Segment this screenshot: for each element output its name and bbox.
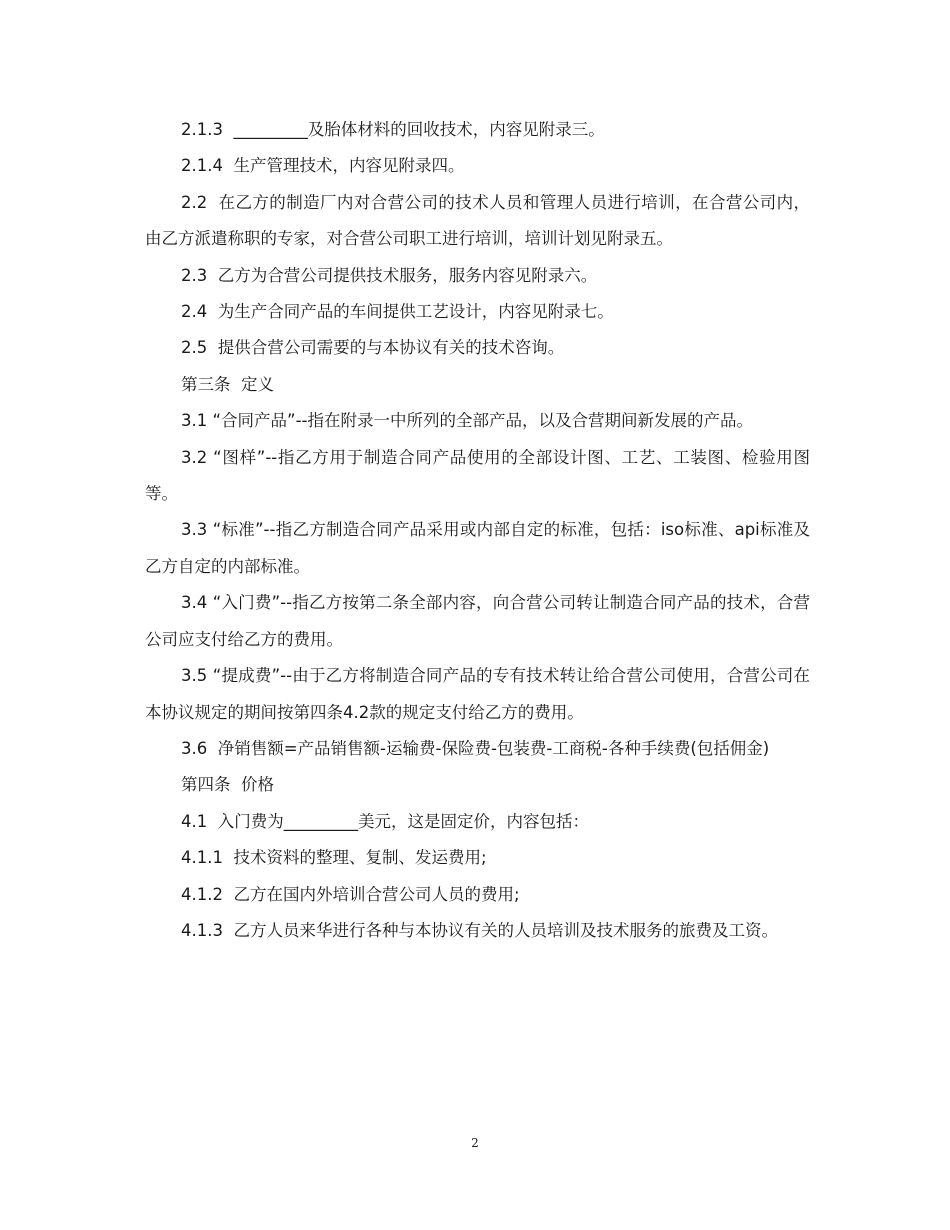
clause-2-1-4: 2.1.4 生产管理技术，内容见附录四。 xyxy=(181,156,465,176)
clause-3-4: 3.4 “入门费”--指乙方按第二条全部内容，向合营公司转让制造合同产品的技术，合营公司应支付给乙方的费用。 xyxy=(145,593,810,649)
clause-3-2: 3.2 “图样”--指乙方用于制造合同产品使用的全部设计图、工艺、工装图、检验用图等。 xyxy=(145,447,810,504)
clause-3-5: 3.5 “提成费”--由于乙方将制造合同产品的专有技术转让给合营公司使用，合营公司在本协议规定的期间按第四条4.2款的规定支付给乙方的费用。 xyxy=(145,666,810,722)
article-4-heading: 第四条 价格 xyxy=(181,775,274,795)
article-3-heading: 第三条 定义 xyxy=(181,374,274,394)
clause-2-5: 2.5 提供合营公司需要的与本协议有关的技术咨询。 xyxy=(181,338,565,358)
clause-3-6: 3.6 净销售额=产品销售额-运输费-保险费-包装费-工商税-各种手续费(包括佣金) xyxy=(181,738,770,758)
clause-4-1-1: 4.1.1 技术资料的整理、复制、发运费用; xyxy=(181,848,487,868)
clause-2-2: 2.2 在乙方的制造厂内对合营公司的技术人员和管理人员进行培训，在合营公司内，由乙方派遣称职的专家，对合营公司职工进行培训，培训计划见附录五。 xyxy=(145,192,810,249)
document-body xyxy=(145,112,810,949)
clause-3-1: 3.1 “合同产品”--指在附录一中所列的全部产品，以及合营期间新发展的产品。 xyxy=(181,411,753,431)
clause-4-1: 4.1 入门费为_________美元，这是固定价，内容包括： xyxy=(181,811,589,831)
clause-2-3: 2.3 乙方为合营公司提供技术服务，服务内容见附录六。 xyxy=(181,265,598,285)
clause-2-4: 2.4 为生产合同产品的车间提供工艺设计，内容见附录七。 xyxy=(181,302,614,322)
clause-4-1-2: 4.1.2 乙方在国内外培训合营公司人员的费用; xyxy=(181,884,520,904)
clause-4-1-3: 4.1.3 乙方人员来华进行各种与本协议有关的人员培训及技术服务的旅费及工资。 xyxy=(181,920,778,940)
page-number: 2 xyxy=(471,1136,479,1150)
clause-3-3: 3.3 “标准”--指乙方制造合同产品采用或内部自定的标准，包括：iso标准、api标准及乙方自定的内部标准。 xyxy=(145,520,810,576)
clause-2-1-3: 2.1.3 _________及胎体材料的回收技术，内容见附录三。 xyxy=(181,120,605,139)
